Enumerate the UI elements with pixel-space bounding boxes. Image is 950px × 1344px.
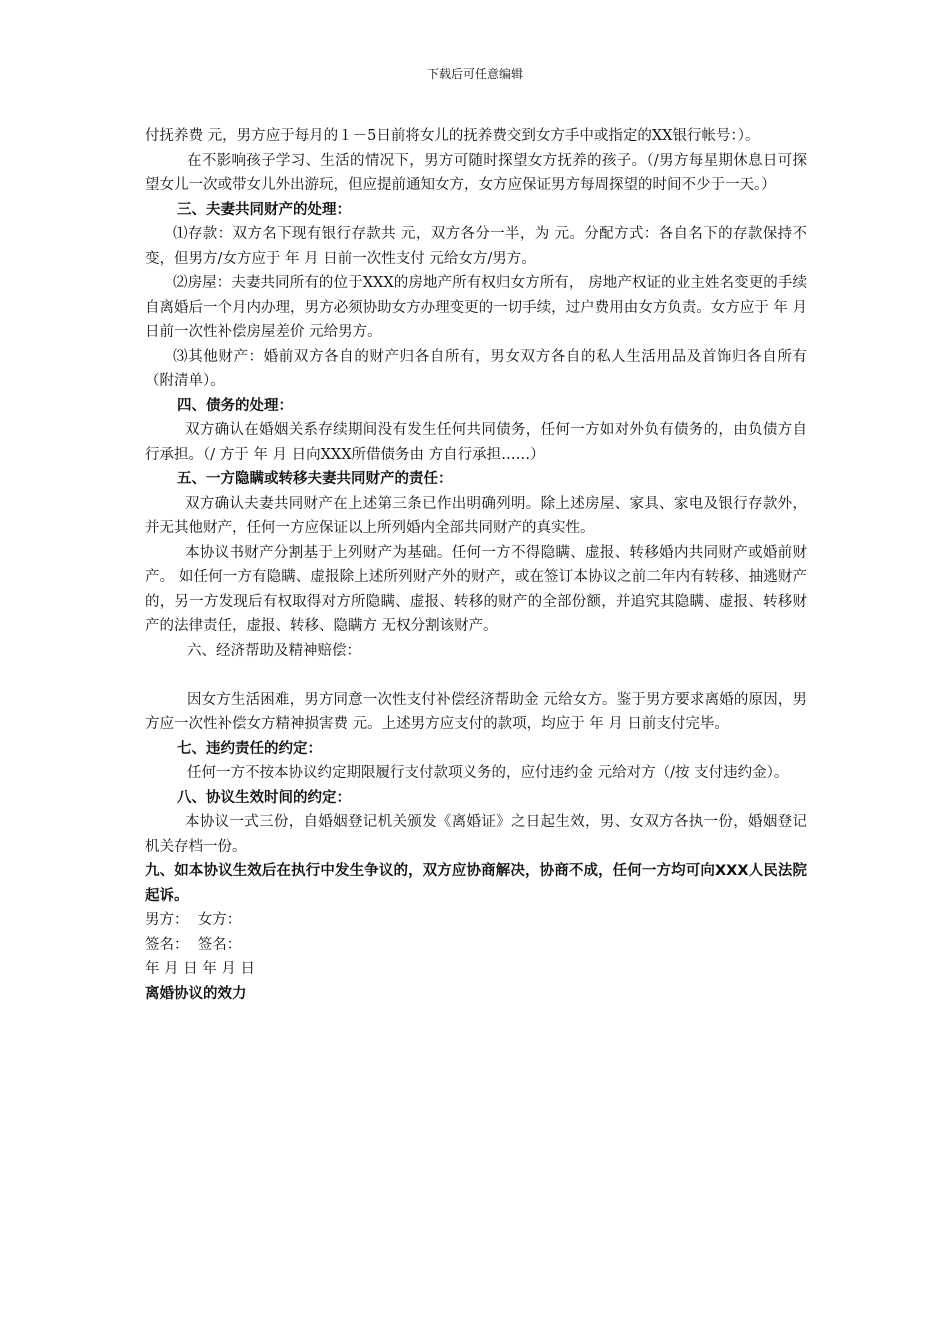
section-heading-effective-date: 八、协议生效时间的约定：: [177, 789, 351, 806]
paragraph-child-support: 付抚养费 元，男方应于每月的１－5日前将女儿的抚养费交到女方手中或指定的XX银行帐号：）。: [145, 128, 760, 144]
signature-names: 签名： 签名：: [145, 936, 242, 953]
paragraph-other-property: ⑶其他财产：婚前双方各自的财产归各自所有，男女双方各自的私人生活用品及首饰归各自所有（附清单）。: [145, 348, 807, 389]
paragraph-deposit: ⑴存款：双方名下现有银行存款共 元，双方各分一半，为 元。分配方式：各自名下的存款保持不变，但男方/女方应于 年 月 日前一次性支付 元给女方/男方。: [145, 226, 807, 267]
signature-dates: 年 月 日 年 月 日: [145, 961, 256, 977]
section-nine-dispute: 九、如本协议生效后在执行中发生争议的，双方应协商解决，协商不成，任何一方均可向XXX人民法院起诉。: [145, 863, 807, 904]
paragraph-effective: 本协议一式三份，自婚姻登记机关颁发《离婚证》之日起生效，男、女双方各执一份，婚姻登记机关存档一份。: [145, 814, 807, 855]
paragraph-debt: 双方确认在婚姻关系存续期间没有发生任何共同债务，任何一方如对外负有债务的，由负债方自行承担。（/ 方于 年 月 日向XXX所借债务由 方自行承担……）: [145, 422, 807, 463]
section-heading-compensation: 六、经济帮助及精神赔偿：: [187, 642, 361, 659]
section-heading-concealment: 五、一方隐瞒或转移夫妻共同财产的责任：: [177, 471, 453, 487]
blank-line: [145, 663, 807, 688]
section-heading-joint-property: 三、夫妻共同财产的处理：: [177, 201, 351, 218]
document-body: [145, 124, 807, 1006]
paragraph-confirm-property: 双方确认夫妻共同财产在上述第三条已作出明确列明。除上述房屋、家具、家电及银行存款外，并无其他财产，任何一方应保证以上所列婚内全部共同财产的真实性。: [145, 495, 807, 536]
signature-parties: 男方： 女方：: [145, 912, 242, 928]
paragraph-economic-help: 因女方生活困难，男方同意一次性支付补偿经济帮助金 元给女方。鉴于男方要求离婚的原因，男方应一次性补偿女方精神损害费 元。上述男方应支付的款项，均应于 年 月 日前支付完毕。: [145, 691, 807, 732]
section-heading-breach: 七、违约责任的约定：: [177, 740, 322, 757]
paragraph-breach: 任何一方不按本协议约定期限履行支付款项义务的，应付违约金 元给对方（/按 支付违约金）。: [187, 765, 789, 781]
footer-title: 离婚协议的效力: [145, 985, 247, 1002]
paragraph-division-basis: 本协议书财产分割基于上列财产为基础。任何一方不得隐瞒、虚报、转移婚内共同财产或婚前财产。 如任何一方有隐瞒、虚报除上述所列财产外的财产，或在签订本协议之前二年内有转移、抽逃财产的，另一方发现后有权取得对方所隐瞒、虚报、转移的财产的全部份额，并追究其隐瞒、虚报、转移财产的法律责任，虚报、转移、隐瞒方 无权分割该财产。: [145, 544, 807, 634]
paragraph-house: ⑵房屋：夫妻共同所有的位于XXX的房地产所有权归女方所有， 房地产权证的业主姓名变更的手续自离婚后一个月内办理，男方必须协助女方办理变更的一切手续，过户费用由女方负责。女方应于 年 月 日前一次性补偿房屋差价 元给男方。: [145, 275, 807, 340]
page-header: 下载后可任意编辑: [426, 67, 523, 81]
section-heading-debt: 四、债务的处理：: [177, 397, 293, 414]
paragraph-visitation: 在不影响孩子学习、生活的情况下，男方可随时探望女方抚养的孩子。（/男方每星期休息日可探望女儿一次或带女儿外出游玩，但应提前通知女方，女方应保证男方每周探望的时间不少于一天。）: [145, 152, 807, 193]
